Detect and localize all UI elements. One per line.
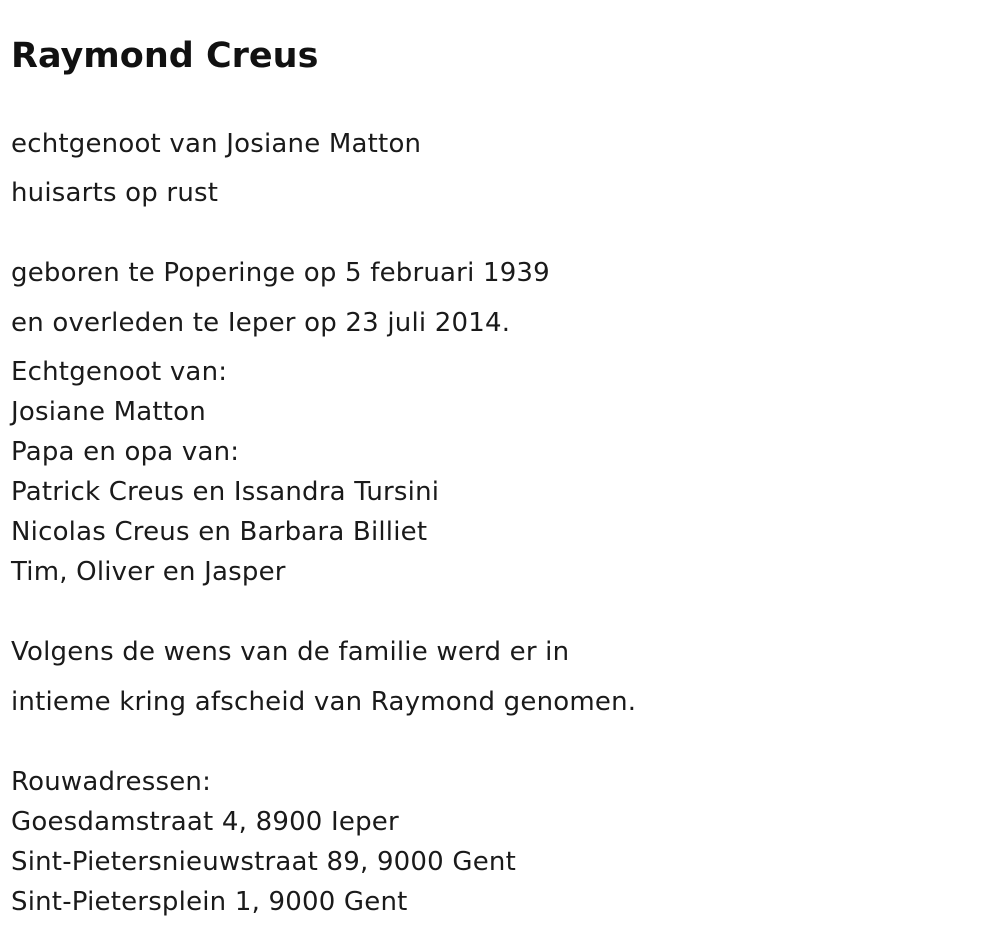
child-line: Nicolas Creus en Barbara Billiet [11, 517, 428, 547]
child-line: Patrick Creus en Issandra Tursini [11, 477, 440, 507]
address-line: Sint-Pietersplein 1, 9000 Gent [11, 887, 408, 917]
grandchildren-line: Tim, Oliver en Jasper [11, 557, 286, 587]
deceased-name: Raymond Creus [11, 36, 319, 76]
children-heading: Papa en opa van: [11, 437, 240, 467]
addresses-heading: Rouwadressen: [11, 767, 212, 797]
farewell-line-2: intieme kring afscheid van Raymond genomen. [11, 687, 637, 717]
spouse-line: echtgenoot van Josiane Matton [11, 129, 422, 159]
address-line: Goesdamstraat 4, 8900 Ieper [11, 807, 399, 837]
profession-line: huisarts op rust [11, 178, 219, 208]
spouse-name: Josiane Matton [11, 397, 206, 427]
death-line: en overleden te Ieper op 23 juli 2014. [11, 308, 511, 338]
birth-line: geboren te Poperinge op 5 februari 1939 [11, 258, 550, 288]
spouse-heading: Echtgenoot van: [11, 357, 228, 387]
farewell-line-1: Volgens de wens van de familie werd er in [11, 637, 570, 667]
address-line: Sint-Pietersnieuwstraat 89, 9000 Gent [11, 847, 516, 877]
